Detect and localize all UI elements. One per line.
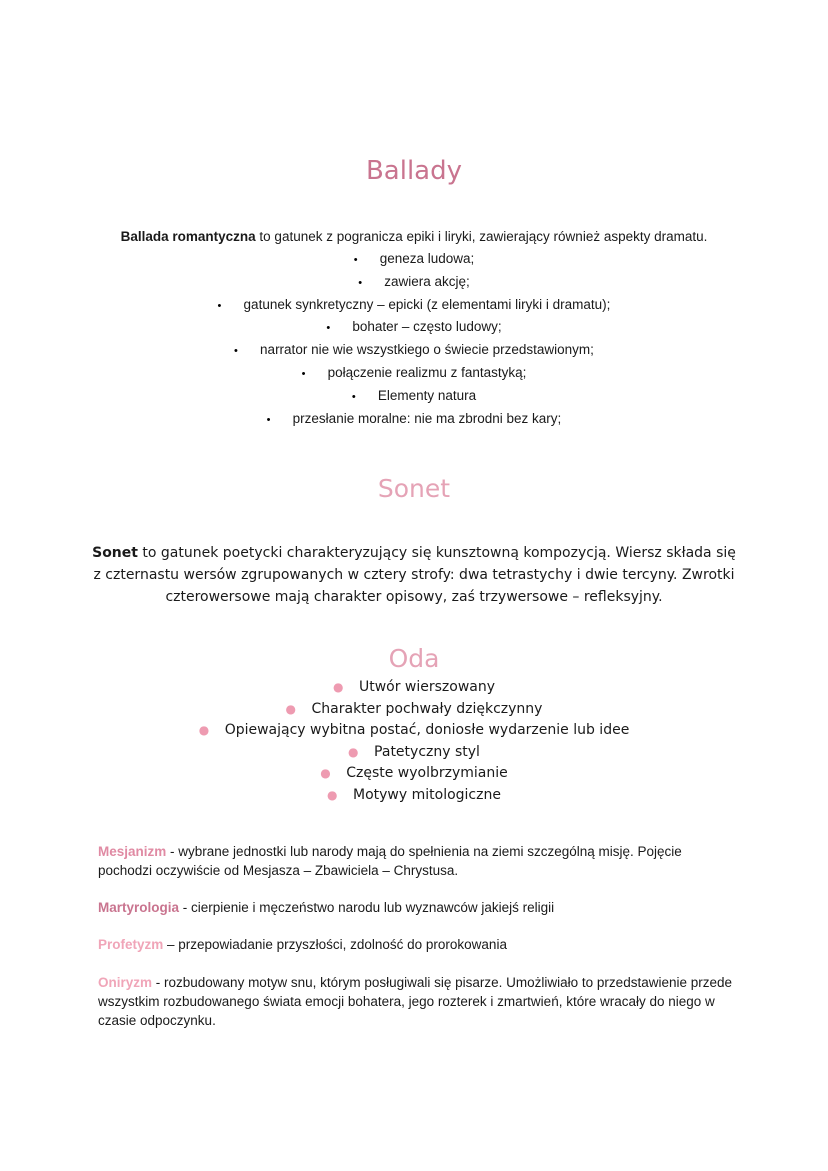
definition-text: - wybrane jednostki lub narody mają do spełnienia na ziemi szczególną misję. Pojęcie pochodzi oczywiście od Mesjasza – Zbawiciela – Chrystusa. xyxy=(98,844,682,878)
definition-term: Mesjanizm xyxy=(98,844,167,859)
bullet-icon: • xyxy=(266,413,271,426)
definition-term: Profetyzm xyxy=(98,937,164,952)
sonet-text: to gatunek poetycki charakteryzujący się kunsztowną kompozycją. Wiersz składa się z czternastu wersów zgrupowanych w cztery strofy: dwa tetrastychy i dwie tercyny. Zwrotki czterowersowe mają charakter opisowy, zaś trzywersowe – refleksyjny. xyxy=(93,545,736,605)
bullet-icon: ● xyxy=(198,723,210,737)
list-item: • Elementy natura xyxy=(0,385,828,408)
definition-martyrologia xyxy=(98,898,738,917)
list-item: ● Opiewający wybitna postać, doniosłe wydarzenie lub idee xyxy=(0,720,828,742)
list-item: ● Patetyczny styl xyxy=(0,742,828,764)
bullet-icon: ● xyxy=(320,766,331,780)
list-item: ● Częste wyolbrzymianie xyxy=(0,763,828,785)
sonet-title: Sonet xyxy=(377,474,451,503)
bullet-icon: ● xyxy=(285,701,296,716)
bullet-icon: ● xyxy=(332,680,344,694)
definition-mesjanizm xyxy=(98,842,738,880)
ballada-intro xyxy=(0,228,828,246)
sonet-term: Sonet xyxy=(92,545,138,561)
definition-text: – przepowiadanie przyszłości, zdolność do prorokowania xyxy=(163,937,507,952)
ballada-intro-text: to gatunek z pogranicza epiki i liryki, zawierający również aspekty dramatu. xyxy=(255,229,708,244)
ballady-feature-list xyxy=(0,248,828,430)
list-item: • przesłanie moralne: nie ma zbrodni bez kary; xyxy=(0,408,828,431)
definition-text: - cierpienie i męczeństwo narodu lub wyznawców jakiejś religii xyxy=(179,900,555,915)
list-item: ● Utwór wierszowany xyxy=(0,677,828,699)
oda-title: Oda xyxy=(388,644,440,673)
ballady-title: Ballady xyxy=(365,156,463,186)
list-item: • bohater – często ludowy; xyxy=(0,316,828,339)
oda-feature-list xyxy=(0,677,828,806)
list-item: • narrator nie wie wszystkiego o świecie przedstawionym; xyxy=(0,339,828,362)
bullet-icon: • xyxy=(234,345,238,358)
definition-profetyzm xyxy=(98,935,738,954)
definition-term: Martyrologia xyxy=(98,900,180,915)
bullet-icon: • xyxy=(358,276,363,289)
ballada-term: Ballada romantyczna xyxy=(120,229,256,244)
list-item: ● Motywy mitologiczne xyxy=(0,785,828,807)
list-item: • gatunek synkretyczny – epicki (z elementami liryki i dramatu); xyxy=(0,294,828,317)
bullet-icon: • xyxy=(217,299,222,312)
definition-oniryzm xyxy=(98,973,738,1030)
list-item: • zawiera akcję; xyxy=(0,271,828,294)
list-item: • geneza ludowa; xyxy=(0,248,828,271)
bullet-icon: ● xyxy=(327,787,338,802)
definition-text: - rozbudowany motyw snu, którym posługiwali się pisarze. Umożliwiało to przedstawienie przede wszystkim rozbudowanego świata emocji bohatera, jego rozterek i zmartwień, które wracały do niego w czasie odpoczynku. xyxy=(98,975,733,1028)
bullet-icon: • xyxy=(351,390,356,403)
bullet-icon: • xyxy=(301,367,306,380)
list-item: ● Charakter pochwały dziękczynny xyxy=(0,699,828,721)
bullet-icon: • xyxy=(353,254,358,266)
definition-term: Oniryzm xyxy=(98,975,153,990)
bullet-icon: • xyxy=(326,322,331,335)
sonet-paragraph xyxy=(90,542,738,608)
list-item: • połączenie realizmu z fantastyką; xyxy=(0,362,828,385)
bullet-icon: ● xyxy=(348,744,359,759)
